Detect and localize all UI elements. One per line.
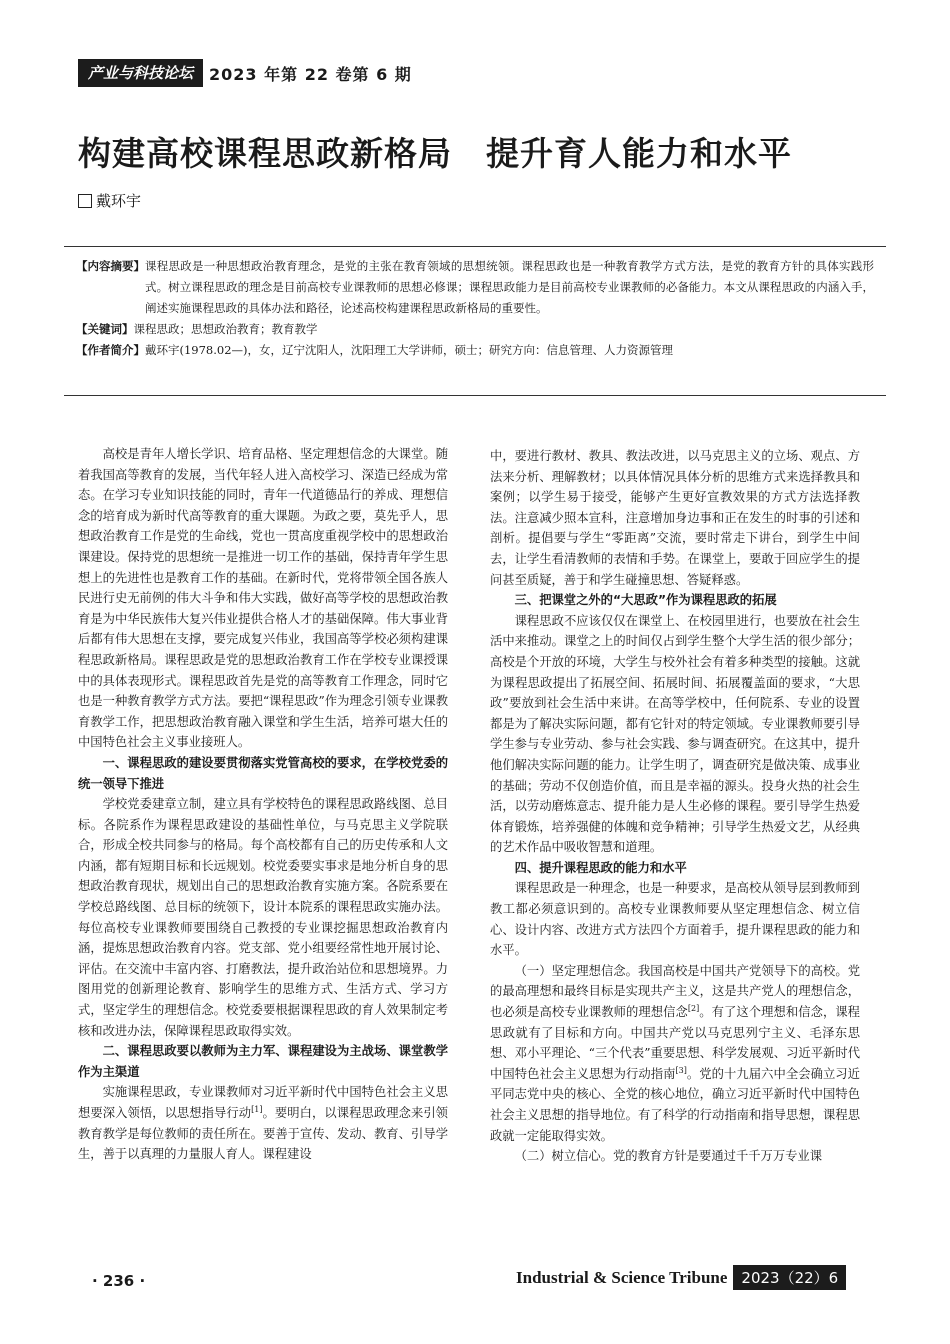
page-number: · 236 · <box>92 1272 146 1290</box>
body-column-right <box>490 446 860 1167</box>
paragraph: （二）树立信心。党的教育方针是要通过千千万万专业课 <box>514 1149 823 1164</box>
abstract-row <box>76 256 874 319</box>
keywords-text: 课程思政；思想政治教育；教育教学 <box>133 322 318 336</box>
citation-ref: [2] <box>687 1003 700 1013</box>
author-name: 戴环宇 <box>96 192 142 210</box>
author-box-icon <box>78 194 92 208</box>
section-heading-4: 四、提升课程思政的能力和水平 <box>514 860 687 875</box>
paragraph: 高校是青年人增长学识、培育品格、坚定理想信念的大课堂。随着我国高等教育的发展，当代年轻人进入高校学习、深造已经成为常态。在学习专业知识技能的同时，青年一代道德品行的养成、理想信念的培育成为新时代高等教育的重大课题。为政之要，莫先乎人，思想政治教育工作是党的生命线，党也一贯高度重视学校中的思想政治课建设。保持党的思想统一是推进一切工作的基础，保持青年学生思想上的先进性也是教育工作的基础。在新时代，党将带领全国各族人民进行史无前例的伟大斗争和伟大实践，做好高等学校的思想政治教育是为中华民族伟大复兴伟业提供合格人才的基础保障。伟大事业背后都有伟大思想在支撑，要完成复兴伟业，我国高等学校必须构建课程思政新格局。课程思政是党的思想政治教育工作在学校专业课授课中的具体表现形式。课程思政首先是党的高等教育工作理念，同时它也是一种教育教学方式方法。要把“课程思政”作为理念引领专业课教育教学工作，把思想政治教育融入课堂和学生生活，培养可堪大任的中国特色社会主义事业接班人。 <box>78 447 448 750</box>
paragraph: 课程思政不应该仅仅在课堂上、在校园里进行，也要放在社会生活中来推动。课堂之上的时间仅占到学生整个大学生活的很少部分；高校是个开放的环境，大学生与校外社会有着多种类型的接触。这就为课程思政提出了拓展空间、拓展时间、拓展覆盖面的要求，“大思政”要放到社会生活中来讲。在高等学校中，任何院系、专业的设置都是为了解决实际问题，都有它针对的特定领域。专业课教师要引导学生参与专业劳动、参与社会实践、参与调查研究。在这其中，提升他们解决实际问题的能力。让学生明了，调查研究是做决策、成事业的基础；劳动不仅创造价值，而且是幸福的源头。投身火热的社会生活，以劳动磨炼意志、提升能力是人生必修的课程。要引导学生热爱体育锻炼，培养强健的体魄和竞争精神；引导学生热爱文艺，从经典的艺术作品中吸收智慧和道理。 <box>490 613 860 855</box>
paragraph: 中，要进行教材、教具、教法改进，以马克思主义的立场、观点、方法来分析、理解教材；以具体情况具体分析的思维方式来选择教具和案例；以学生易于接受，能够产生更好宣教效果的方式方法选择教法。注意减少照本宣科，注意增加身边事和正在发生的时事的引述和剖析。提倡要与学生“零距离”交流，要时常走下讲台，到学生中间去，让学生看清教师的表情和手势。在课堂上，要敢于回应学生的提问甚至质疑，善于和学生碰撞思想、答疑释惑。 <box>490 449 860 587</box>
author-intro-row <box>76 340 874 361</box>
title-part-2: 提升育人能力和水平 <box>486 134 792 173</box>
abstract-text: 课程思政是一种思想政治教育理念，是党的主张在教育领域的思想统领。课程思政也是一种教育教学方式方法，是党的教育方针的具体实践形式。树立课程思政的理念是目前高校专业课教师的思想必修课；课程思政能力是目前高校专业课教师的必备能力。本文从课程思政的内涵入手，阐述实施课程思政的具体办法和路径，论述高校构建课程思政新格局的重要性。 <box>145 259 874 315</box>
volume-badge: 2023（22）6 <box>733 1265 846 1290</box>
issue-info: 2023 年第 22 卷第 6 期 <box>209 64 412 84</box>
body-column-left <box>78 444 448 1165</box>
paragraph: 实施课程思政，专业课教师对习近平新时代中国特色社会主义思想要深入领悟，以思想指导行动[1]。要明白，以课程思政理念来引领教育教学是每位教师的责任所在。要善于宣传、发动、教育、引导学生，善于以真理的力量服人育人。课程建设 <box>78 1085 448 1162</box>
paragraph: （一）坚定理想信念。我国高校是中国共产党领导下的高校。党的最高理想和最终目标是实现共产主义，这是共产党人的理想信念，也必须是高校专业课教师的理想信念[2]。有了这个理想和信念，课程思政就有了目标和方向。中国共产党以马克思列宁主义、毛泽东思想、邓小平理论、“三个代表”重要思想、科学发展观、习近平新时代中国特色社会主义思想为行动指南[3]。党的十九届六中全会确立习近平同志党中央的核心、全党的核心地位，确立习近平新时代中国特色社会主义思想的指导地位。有了科学的行动指南和指导思想，课程思政就一定能取得实效。 <box>490 963 860 1143</box>
author-line <box>78 190 141 211</box>
divider-top <box>64 246 886 247</box>
keywords-label: 【关键词】 <box>76 322 134 336</box>
journal-header <box>78 58 412 88</box>
divider-bottom <box>64 395 886 396</box>
journal-name: 产业与科技论坛 <box>78 59 203 87</box>
citation-ref: [3] <box>675 1065 687 1075</box>
footer-journal <box>516 1265 846 1290</box>
article-meta <box>76 256 874 361</box>
section-heading-3: 三、把课堂之外的“大思政”作为课程思政的拓展 <box>514 593 777 608</box>
author-intro-text: 戴环宇(1978.02—)，女，辽宁沈阳人，沈阳理工大学讲师，硕士；研究方向：信息管理、人力资源管理 <box>145 343 674 357</box>
abstract-label: 【内容摘要】 <box>76 259 145 273</box>
section-heading-1: 一、课程思政的建设要贯彻落实党管高校的要求，在学校党委的统一领导下推进 <box>78 755 448 791</box>
author-intro-label: 【作者简介】 <box>76 343 145 357</box>
section-heading-2: 二、课程思政要以教师为主力军、课程建设为主战场、课堂教学作为主渠道 <box>78 1044 448 1079</box>
citation-ref: [1] <box>251 1104 263 1114</box>
journal-english-name: Industrial & Science Tribune <box>516 1267 728 1287</box>
article-title <box>78 128 878 175</box>
paragraph: 课程思政是一种理念，也是一种要求，是高校从领导层到教师到教工都必须意识到的。高校专业课教师要从坚定理想信念、树立信心、设计内容、改进方式方法四个方面着手，提升课程思政的能力和水平。 <box>490 881 860 958</box>
paragraph: 学校党委建章立制，建立具有学校特色的课程思政路线图、总目标。各院系作为课程思政建设的基础性单位，与马克思主义学院联合，形成全校共同参与的格局。每个高校都有自己的历史传承和人文内涵，都有短期目标和长远规划。校党委要实事求是地分析自身的思想政治教育现状，规划出自己的思想政治教育实施方案。各院系要在学校总路线图、总目标的统领下，设计本院系的课程思政实施办法。每位高校专业课教师要围绕自己教授的专业课挖掘思想政治教育内涵，提炼思想政治教育内容。党支部、党小组要经常性地开展讨论、评估。在交流中丰富内容、打磨教法，提升政治站位和思想境界。力图用党的创新理论教育、影响学生的思维方式、生活方式、学习方式，坚定学生的理想信念。校党委要根据课程思政的育人效果制定考核和改进办法，保障课程思政取得实效。 <box>78 797 448 1038</box>
keywords-row <box>76 319 874 340</box>
title-part-1: 构建高校课程思政新格局 <box>78 134 452 173</box>
